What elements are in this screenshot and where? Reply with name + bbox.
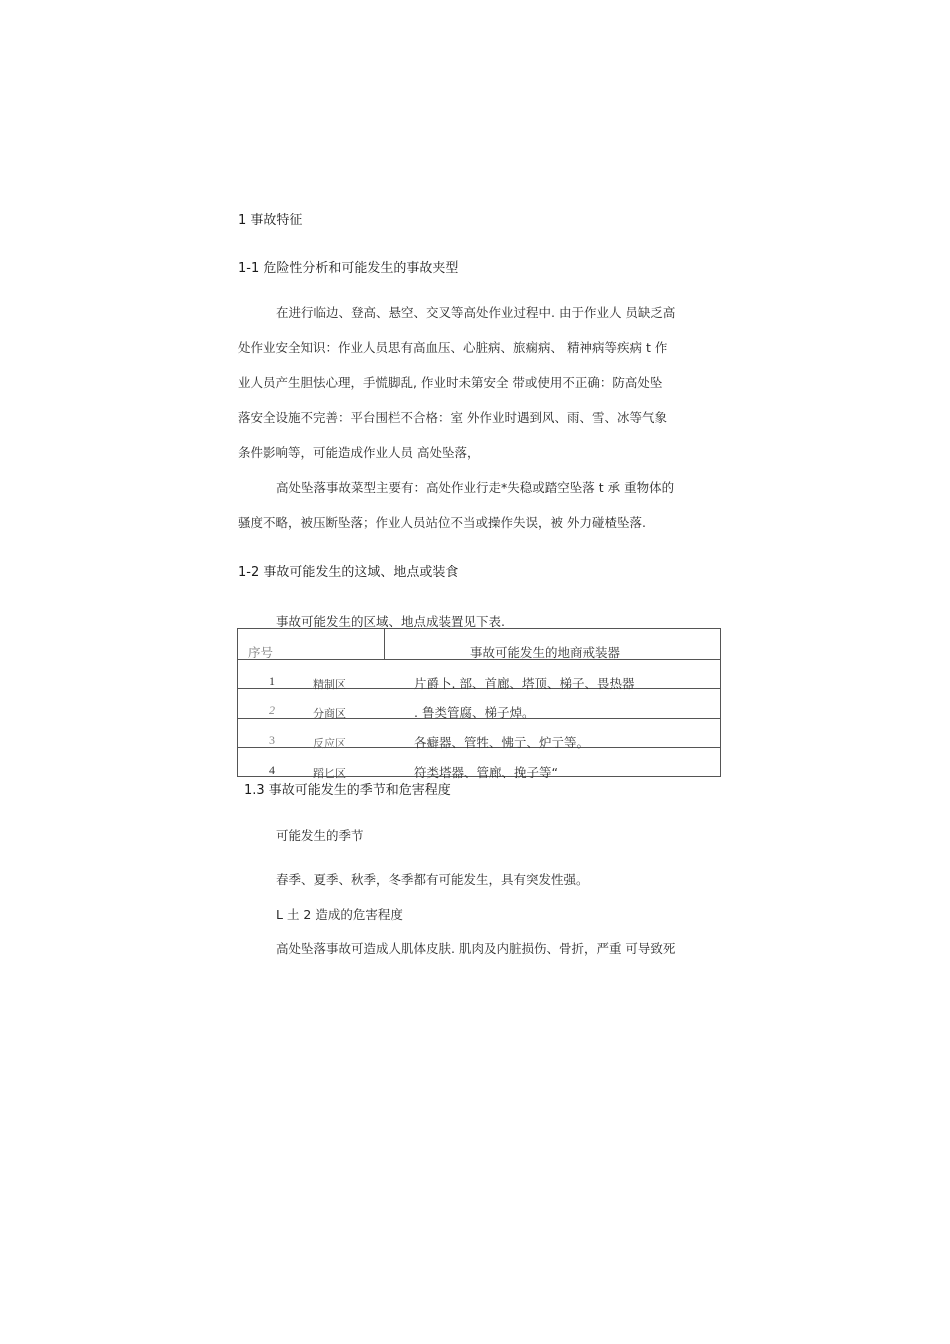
paragraph-line: 处作业安全知识：作业人员思有高血压、心脏病、旅痫病、 精神病等疾病 t 作 <box>238 340 668 355</box>
paragraph-line: 条件影响等，可能造成作业人员 高处坠落， <box>238 445 480 460</box>
section-heading-1: 1 事故特征 <box>238 213 303 228</box>
paragraph-line: 高处坠落事故菜型主要有：高处作业行走*失稳或踏空坠落 t 承 重物体的 <box>276 480 675 495</box>
table-row-area: 反应区 <box>313 737 346 750</box>
table-header-number: 序号 <box>248 645 274 660</box>
harm-text: 高处坠落事故可造成人肌体皮肤. 肌肉及内脏损伤、骨折，严重 可导致死 <box>276 941 676 956</box>
section-heading-1-2: 1-2 事故可能发生的这域、地点或装食 <box>238 565 459 580</box>
table-row-number: 2 <box>269 703 275 717</box>
table-divider <box>384 629 385 659</box>
table-intro: 事故可能发生的区域、地点成装置见下表. <box>276 614 505 629</box>
table-row-number: 3 <box>269 733 275 747</box>
table-header-location: 事故可能发生的地商戒装器 <box>470 645 621 660</box>
section-heading-1-3: 1.3 事故可能发生的季节和危害程度 <box>244 783 451 798</box>
paragraph-line: 在进行临边、登高、悬空、交叉等高处作业过程中. 由于作业人 员缺乏高 <box>276 305 676 320</box>
hazard-analysis-paragraph <box>238 303 722 478</box>
season-text: 春季、夏季、秋季，冬季都有可能发生，具有突发性强。 <box>276 872 589 887</box>
paragraph-line: 业人员产生胆怯心理，手慌脚乱, 作业时未第安全 带或使用不正确：防高处坠 <box>238 375 663 390</box>
table-row-area: 蹈匕区 <box>313 767 346 780</box>
harm-subtitle: L 土 2 造成的危害程度 <box>276 907 403 922</box>
season-subtitle: 可能发生的季节 <box>276 828 364 843</box>
accident-types-paragraph <box>238 478 722 548</box>
paragraph-line: 骚度不略，被压断坠落；作业人员站位不当或操作失误，被 外力碰楂坠落. <box>238 515 646 530</box>
table-row-number: 4 <box>269 763 275 777</box>
section-heading-1-1: 1-1 危险性分析和可能发生的事故夹型 <box>238 261 459 276</box>
table-row-description: . 鲁类管腐、梯子焯。 <box>414 705 535 720</box>
table-row-area: 精制区 <box>313 678 346 691</box>
location-table <box>237 628 721 780</box>
paragraph-line: 落安全设施不完善：平台围栏不合格：室 外作业时遇到风、雨、雪、冰等气象 <box>238 410 667 425</box>
table-row-description: 符类塔器、管廊、挽子等“ <box>414 765 558 780</box>
table-row-area: 分商区 <box>313 707 346 720</box>
table-row-description: 各癖器、管牲、怫亍、炉亍等。 <box>414 735 590 750</box>
table-row-number: 1 <box>269 674 275 688</box>
table-row-description: 片爵卜. 部、首廊、塔顶、梯子、畏热器 <box>414 676 635 691</box>
